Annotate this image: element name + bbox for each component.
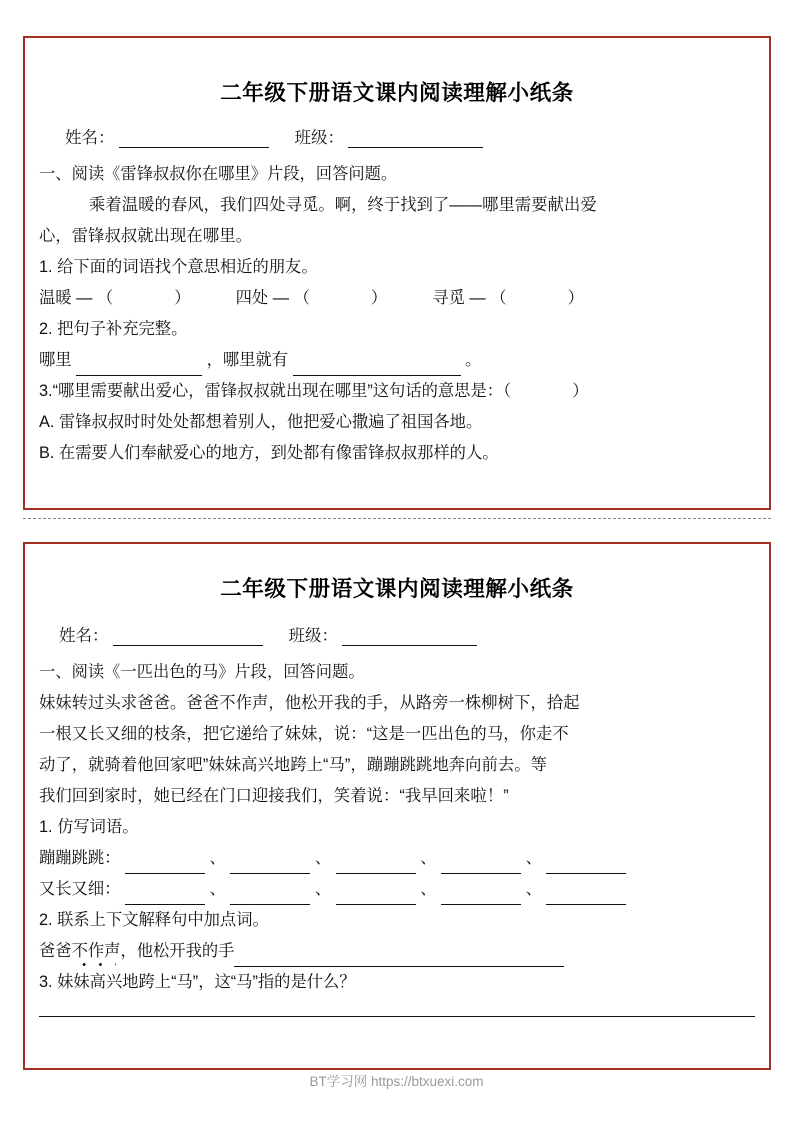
separator: 、 bbox=[525, 849, 542, 867]
worksheet-card-1 bbox=[23, 36, 771, 510]
imitation-blank[interactable] bbox=[230, 855, 310, 874]
passage-line: 一根又长又细的枝条，把它递给了妹妹，说：“这是一匹出色的马，你走不 bbox=[39, 725, 569, 743]
cut-separator-line bbox=[23, 518, 771, 519]
class-input-2[interactable] bbox=[342, 628, 477, 646]
class-label-2: 班级： bbox=[288, 627, 338, 645]
passage-2 bbox=[39, 688, 755, 812]
paren-close: ） bbox=[567, 289, 584, 307]
passage-line: 动了，就骑着他回家吧”妹妹高兴地跨上“马”，蹦蹦跳跳地奔向前去。等 bbox=[39, 756, 548, 774]
sentence-suffix: 。 bbox=[465, 351, 482, 369]
imitation-blank[interactable] bbox=[336, 855, 416, 874]
dash: — bbox=[469, 289, 486, 307]
paren-open: （ bbox=[293, 289, 310, 307]
imitation-label-2: 又长又细： bbox=[39, 880, 121, 898]
explanation-blank[interactable] bbox=[234, 948, 564, 967]
separator: 、 bbox=[420, 849, 437, 867]
imitation-blank[interactable] bbox=[441, 855, 521, 874]
page-title-2: 二年级下册语文课内阅读理解小纸条 bbox=[220, 577, 574, 601]
question-1-answer-row bbox=[39, 283, 755, 314]
imitation-blank[interactable] bbox=[441, 886, 521, 905]
name-input-1[interactable] bbox=[119, 130, 269, 148]
separator: 、 bbox=[525, 880, 542, 898]
separator: 、 bbox=[420, 880, 437, 898]
question-1-stem: 1. 给下面的词语找个意思相近的朋友。 bbox=[39, 258, 318, 276]
passage-line: 心，雷锋叔叔就出现在哪里。 bbox=[39, 227, 252, 245]
synonym-word-2: 四处 bbox=[235, 289, 269, 307]
sentence-after: ，他松开我的手 bbox=[120, 942, 235, 960]
sentence-blank-2[interactable] bbox=[293, 357, 461, 376]
sentence-before: 爸爸 bbox=[39, 942, 72, 960]
paren-close: ） bbox=[572, 382, 589, 400]
imitation-row-1 bbox=[39, 843, 755, 874]
synonym-word-1: 温暖 bbox=[39, 289, 72, 307]
footer-watermark: BT学习网 https://btxuexi.com bbox=[309, 1074, 484, 1089]
class-input-1[interactable] bbox=[348, 130, 483, 148]
option-a[interactable]: A. 雷锋叔叔时时处处都想着别人，他把爱心撒遍了祖国各地。 bbox=[39, 413, 483, 431]
identity-row-2 bbox=[39, 622, 755, 646]
imitation-blank[interactable] bbox=[125, 855, 205, 874]
dash: — bbox=[76, 289, 93, 307]
paren-open: （ bbox=[96, 289, 114, 307]
separator: 、 bbox=[209, 880, 226, 898]
question-3-stem bbox=[39, 376, 755, 407]
imitation-blank[interactable] bbox=[546, 886, 626, 905]
worksheet-card-2 bbox=[23, 542, 771, 1070]
sentence-blank-1[interactable] bbox=[76, 357, 202, 376]
page-title-1: 二年级下册语文课内阅读理解小纸条 bbox=[220, 81, 574, 105]
passage-line: 我们回到家时，她已经在门口迎接我们，笑着说：“我早回来啦！” bbox=[39, 787, 509, 805]
paren-close: ） bbox=[174, 289, 191, 307]
reading-prompt-2: 一、阅读《一匹出色的马》片段，回答问题。 bbox=[39, 663, 365, 681]
passage-1 bbox=[39, 190, 755, 252]
imitation-blank[interactable] bbox=[546, 855, 626, 874]
answer-line[interactable] bbox=[39, 1016, 755, 1017]
separator: 、 bbox=[209, 849, 226, 867]
question-2-answer-row bbox=[39, 345, 755, 376]
option-b[interactable]: B. 在需要人们奉献爱心的地方，到处都有像雷锋叔叔那样的人。 bbox=[39, 444, 499, 462]
sentence-prefix: 哪里 bbox=[39, 351, 72, 369]
question-2-stem-2: 2. 联系上下文解释句中加点词。 bbox=[39, 911, 269, 929]
name-label-2: 姓名： bbox=[59, 627, 109, 645]
imitation-row-2 bbox=[39, 874, 755, 905]
imitation-blank[interactable] bbox=[336, 886, 416, 905]
imitation-blank[interactable] bbox=[230, 886, 310, 905]
dash: — bbox=[272, 289, 290, 307]
emphasized-word: 不作声 bbox=[72, 936, 121, 967]
separator: 、 bbox=[314, 849, 332, 867]
separator: 、 bbox=[314, 880, 332, 898]
question-2-stem: 2. 把句子补充完整。 bbox=[39, 320, 188, 338]
identity-row-1 bbox=[39, 124, 755, 148]
paren-close: ） bbox=[370, 289, 388, 307]
passage-line: 妹妹转过头求爸爸。爸爸不作声，他松开我的手，从路旁一株柳树下，拾起 bbox=[39, 694, 580, 712]
section-body-2 bbox=[39, 657, 755, 1017]
section-body-1 bbox=[39, 159, 755, 469]
name-input-2[interactable] bbox=[113, 628, 263, 646]
imitation-blank[interactable] bbox=[125, 886, 205, 905]
synonym-word-3: 寻觅 bbox=[432, 289, 465, 307]
name-label-1: 姓名： bbox=[65, 129, 115, 147]
sentence-middle: ，哪里就有 bbox=[206, 351, 289, 369]
passage-line: 乘着温暖的春风，我们四处寻觅。啊，终于找到了——哪里需要献出爱 bbox=[89, 196, 597, 214]
paren-open: （ bbox=[490, 289, 507, 307]
reading-prompt-1: 一、阅读《雷锋叔叔你在哪里》片段，回答问题。 bbox=[39, 165, 398, 183]
question-2-answer-row-2 bbox=[39, 936, 755, 967]
question-3-text: 3.“哪里需要献出爱心，雷锋叔叔就出现在哪里”这句话的意思是：（ bbox=[39, 382, 512, 400]
class-label-1: 班级： bbox=[294, 129, 344, 147]
question-1-stem-2: 1. 仿写词语。 bbox=[39, 818, 139, 836]
imitation-label-1: 蹦蹦跳跳： bbox=[39, 849, 121, 867]
question-3-stem-2: 3. 妹妹高兴地跨上“马”，这“马”指的是什么？ bbox=[39, 973, 356, 991]
